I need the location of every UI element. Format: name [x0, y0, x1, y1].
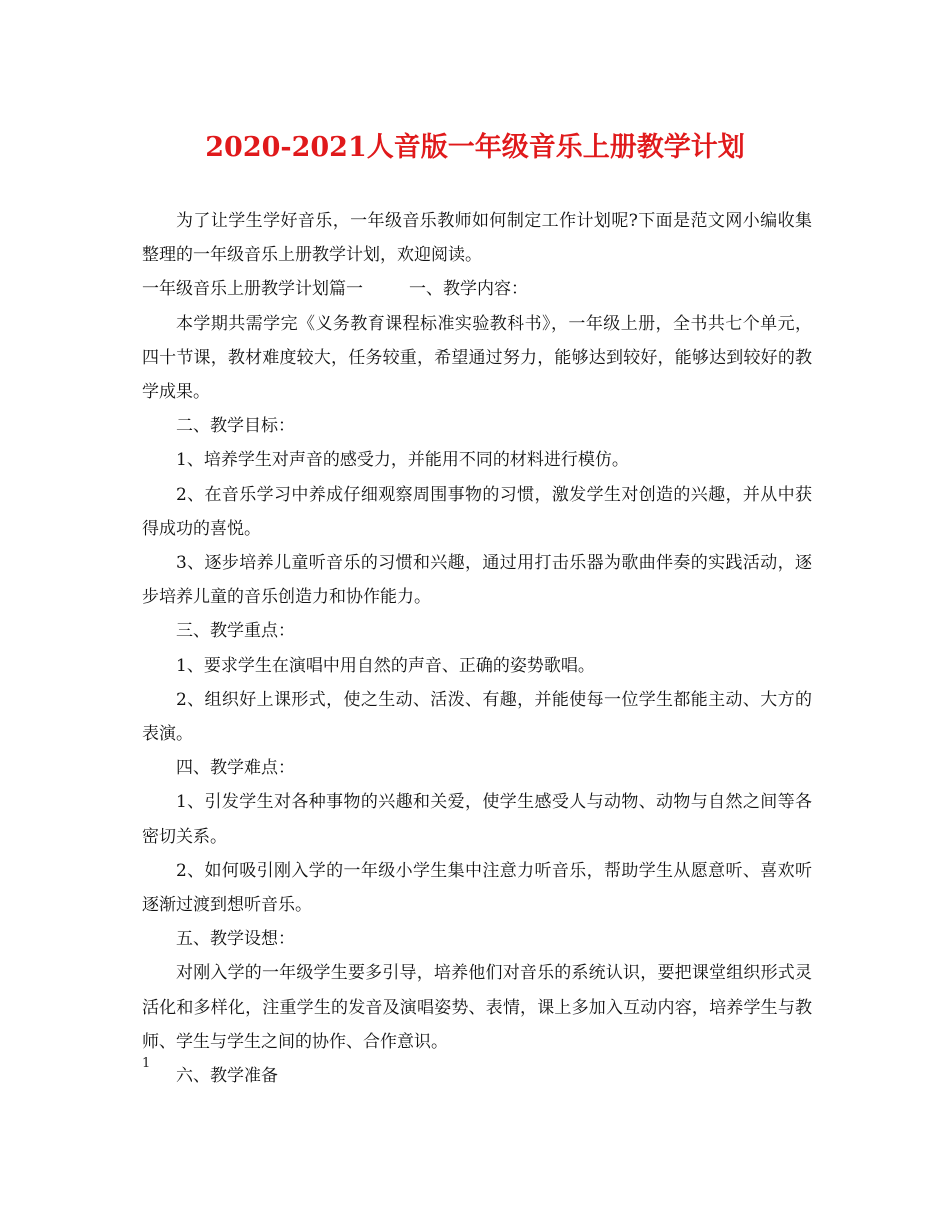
- difficulty-item-2: 2、如何吸引刚入学的一年级小学生集中注意力听音乐，帮助学生从愿意听、喜欢听逐渐过渡到想听音乐。: [142, 860, 812, 916]
- heading-key-points: 三、教学重点：: [176, 621, 295, 642]
- heading-ideas: 五、教学设想：: [176, 929, 295, 950]
- heading-content: 一、教学内容：: [409, 279, 528, 300]
- page-number: 1: [142, 1056, 151, 1071]
- heading-difficulties: 四、教学难点：: [176, 758, 295, 779]
- section-label: 一年级音乐上册教学计划篇一: [142, 279, 363, 300]
- ideas-paragraph: 对刚入学的一年级学生要多引导，培养他们对音乐的系统认识，要把课堂组织形式灵活化和多样化，注重学生的发音及演唱姿势、表情，课上多加入互动内容，培养学生与教师、学生与学生之间的协作、合作意识。: [142, 963, 812, 1052]
- heading-goals: 二、教学目标：: [176, 416, 295, 437]
- heading-preparation: 六、教学准备: [176, 1066, 278, 1087]
- key-point-item-1: 1、要求学生在演唱中用自然的声音、正确的姿势歌唱。: [176, 655, 595, 676]
- intro-paragraph: 为了让学生学好音乐，一年级音乐教师如何制定工作计划呢?下面是范文网小编收集整理的一年级音乐上册教学计划，欢迎阅读。: [142, 211, 812, 266]
- document-body: [142, 204, 812, 1093]
- goal-item-3: 3、逐步培养儿童听音乐的习惯和兴趣，通过用打击乐器为歌曲伴奏的实践活动，逐步培养儿童的音乐创造力和协作能力。: [142, 553, 812, 608]
- goal-item-1: 1、培养学生对声音的感受力，并能用不同的材料进行模仿。: [176, 450, 629, 471]
- content-paragraph: 本学期共需学完《义务教育课程标准实验教科书》，一年级上册，全书共七个单元，四十节课，教材难度较大，任务较重，希望通过努力，能够达到较好，能够达到较好的教学成果。: [142, 313, 812, 403]
- key-point-item-2: 2、组织好上课形式，使之生动、活泼、有趣，并能使每一位学生都能主动、大方的表演。: [142, 689, 812, 745]
- difficulty-item-1: 1、引发学生对各种事物的兴趣和关爱，使学生感受人与动物、动物与自然之间等各密切关系。: [142, 792, 812, 847]
- goal-item-2: 2、在音乐学习中养成仔细观察周围事物的习惯，激发学生对创造的兴趣，并从中获得成功的喜悦。: [142, 484, 812, 539]
- section-line: [142, 272, 812, 306]
- document-title: 2020-2021人音版一年级音乐上册教学计划: [205, 132, 745, 163]
